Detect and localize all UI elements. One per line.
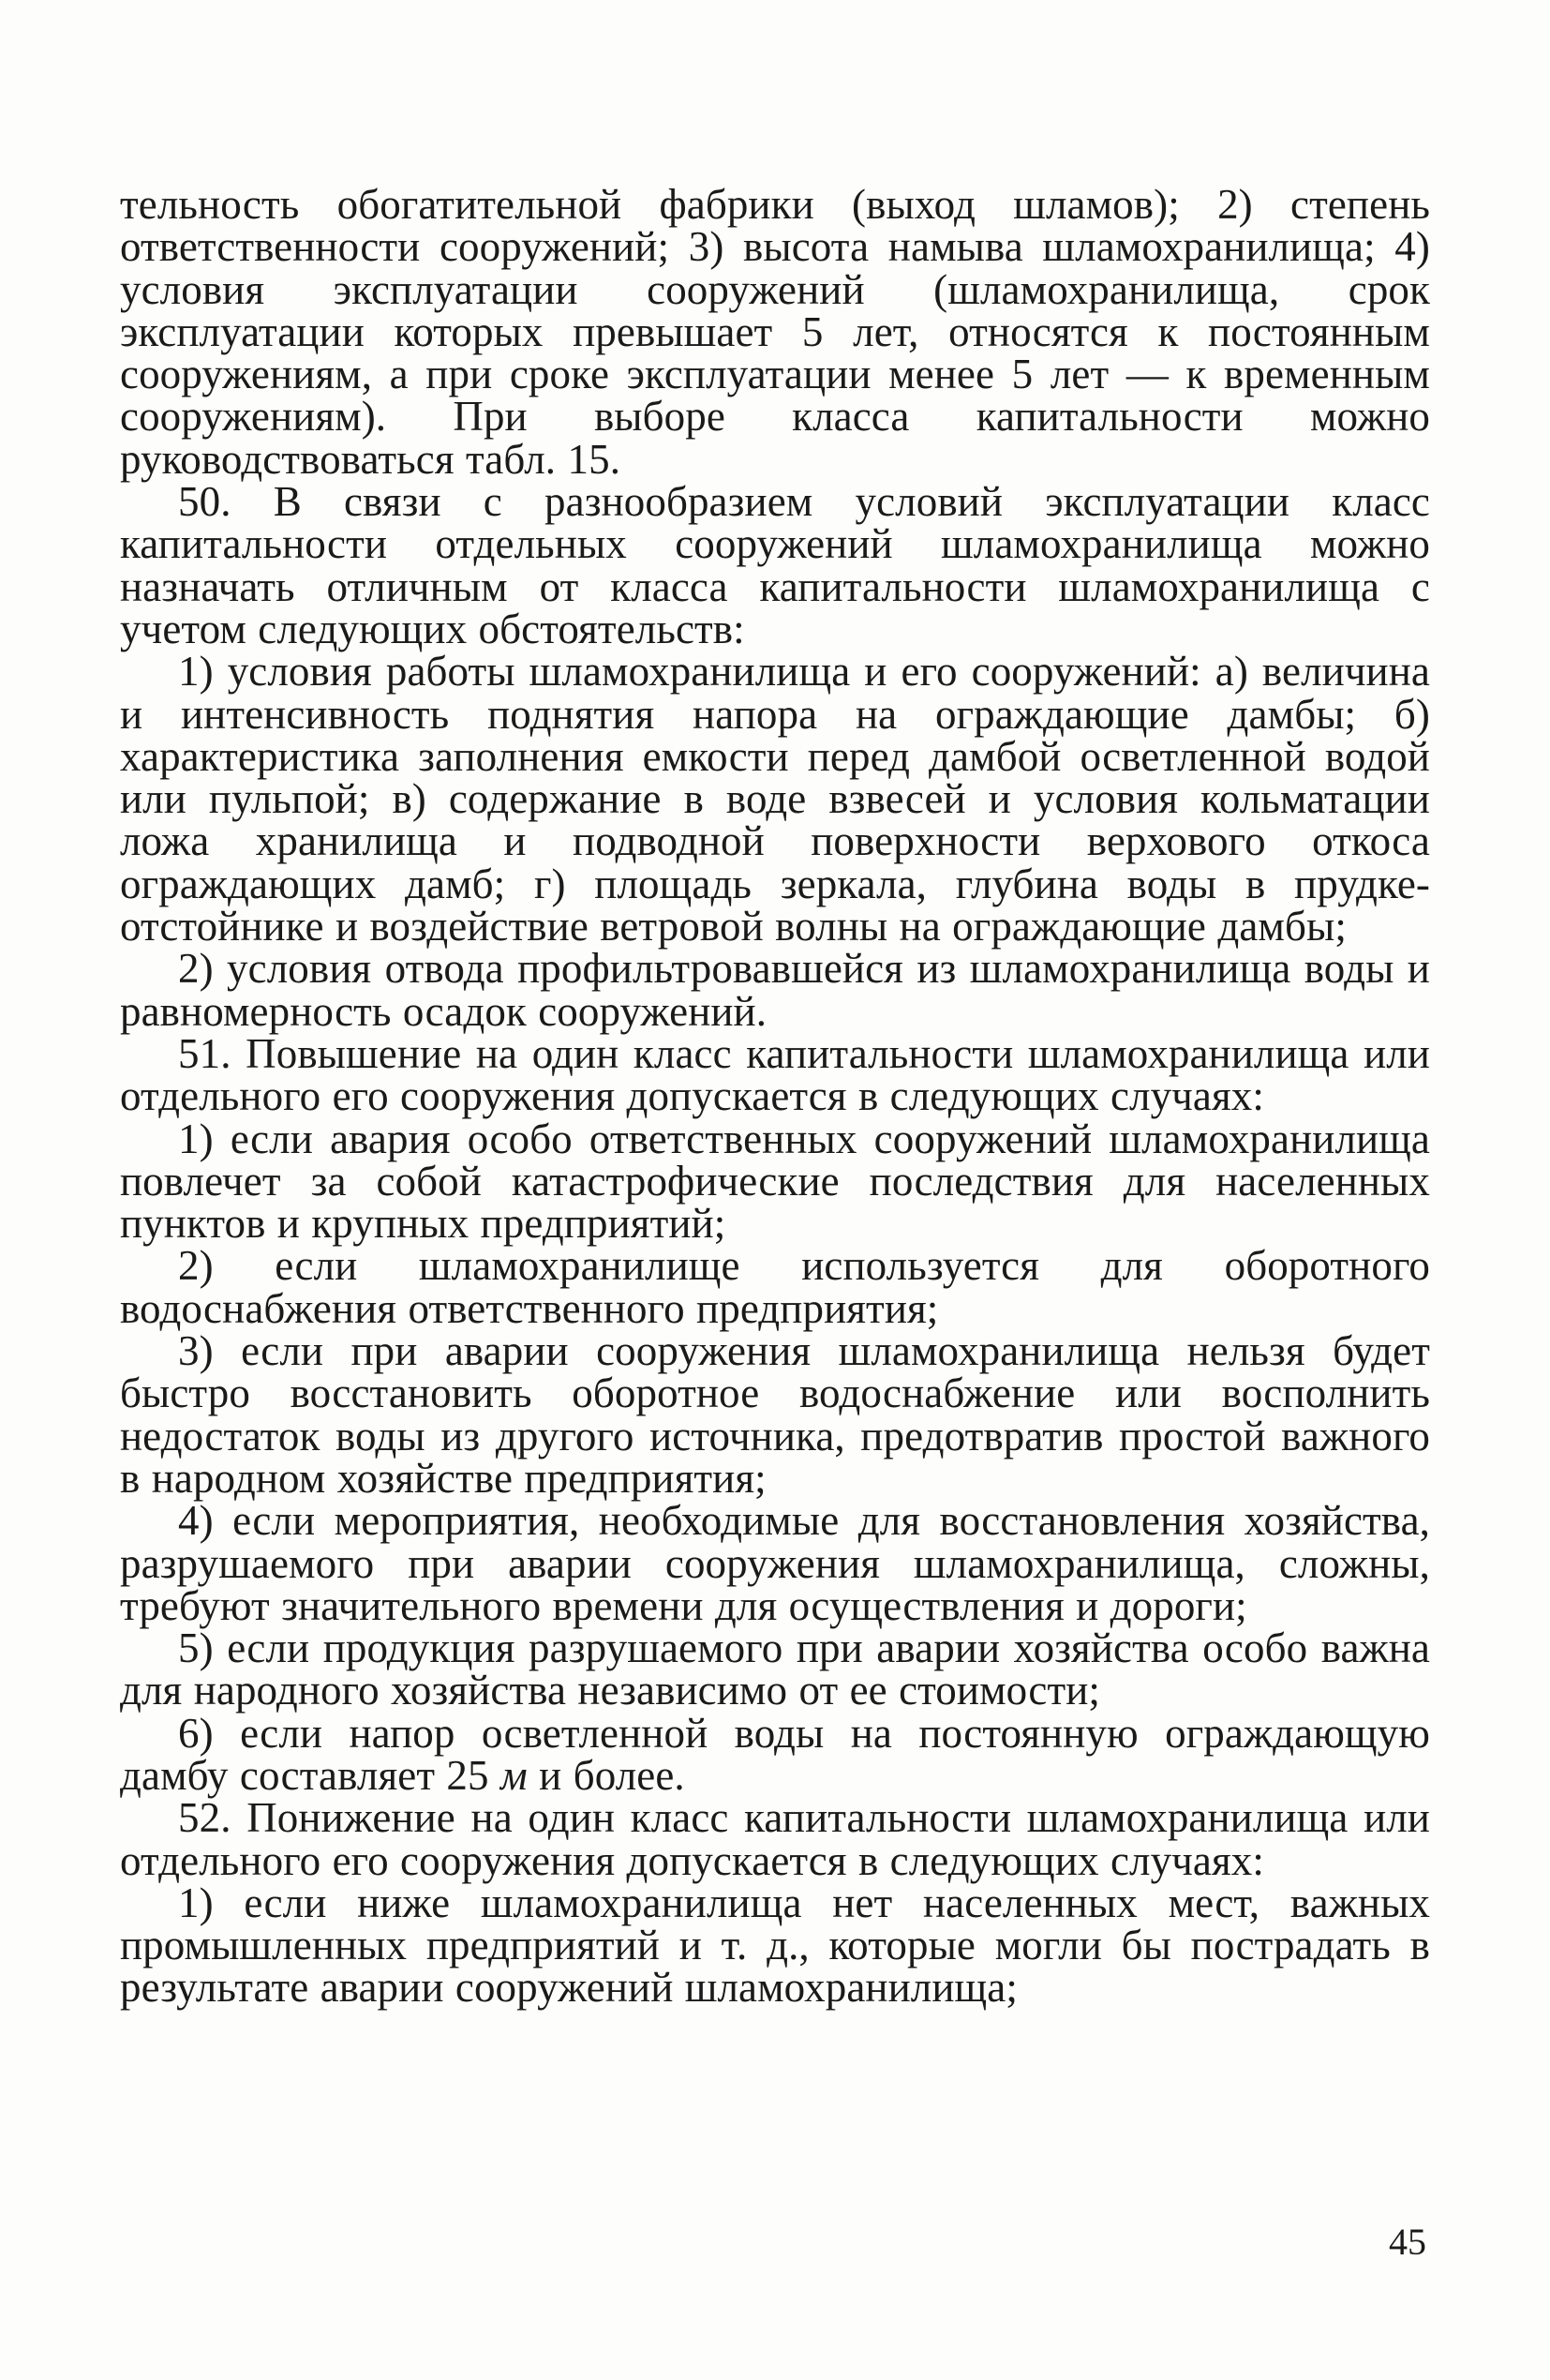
paragraph-50-item-2: 2) условия отвода профильтровавшейся из шламохранилища воды и равномерность осадок сооружений.	[120, 945, 1430, 1035]
paragraph-51: 51. Повышение на один класс капитальности шламохранилища или отдельного его сооружения допускается в следующих случаях:	[120, 1029, 1430, 1120]
paragraph-51-item-6	[120, 1709, 1430, 1799]
paragraph-51-item-2: 2) если шламохранилище используется для оборотного водоснабжения ответственного предприятия;	[120, 1242, 1430, 1332]
paragraph-52-item-1: 1) если ниже шламохранилища нет населенных мест, важных промышленных предприятий и т. д., которые могли бы пострадать в результате аварии сооружений шламохранилища;	[120, 1879, 1430, 2012]
paragraph-51-item-6-text-before: 6) если напор осветленной воды на постоянную ограждающую дамбу составляет 25	[120, 1709, 1430, 1799]
paragraph-52: 52. Понижение на один класс капитальности шламохранилища или отдельного его сооружения допускается в следующих случаях:	[120, 1794, 1430, 1884]
unit-meters: м	[499, 1751, 528, 1799]
paragraph-50-item-1: 1) условия работы шламохранилища и его сооружений: а) величина и интенсивность поднятия напора на ограждающие дамбы; б) характеристика заполнения емкости перед дамбой осветленной водой или пульпой; в) содержание в воде взвесей и условия кольматации ложа хранилища и подводной поверхности верхового откоса ограждающих дамб; г) площадь зеркала, глубина воды в прудке-отстойнике и воздействие ветровой волны на ограждающие дамбы;	[120, 648, 1430, 951]
paragraph-51-item-5: 5) если продукция разрушаемого при аварии хозяйства особо важна для народного хозяйства независимо от ее стоимости;	[120, 1624, 1430, 1714]
paragraph-51-item-1: 1) если авария особо ответственных сооружений шламохранилища повлечет за собой катастрофические последствия для населенных пунктов и крупных предприятий;	[120, 1115, 1430, 1248]
paragraph-51-item-3: 3) если при аварии сооружения шламохранилища нельзя будет быстро восстановить оборотное водоснабжение или восполнить недостаток воды из другого источника, предотвратив простой важного в народном хозяйстве предприятия;	[120, 1327, 1430, 1502]
paragraph-51-item-4: 4) если мероприятия, необходимые для восстановления хозяйства, разрушаемого при аварии сооружения шламохранилища, сложны, требуют значительного времени для осуществления и дороги;	[120, 1497, 1430, 1629]
paragraph-50: 50. В связи с разнообразием условий эксплуатации класс капитальности отдельных сооружений шламохранилища можно назначать отличным от класса капитальности шламохранилища с учетом следующих обстоятельств:	[120, 478, 1430, 652]
paragraph-continued: тельность обогатительной фабрики (выход шламов); 2) степень ответственности сооружений; 3) высота намыва шламохранилища; 4) условия эксплуатации сооружений (шламохранилища, срок эксплуатации которых превышает 5 лет, относятся к постоянным сооружениям, а при сроке эксплуатации менее 5 лет — к временным сооружениям). При выборе класса капитальности можно руководствоваться табл. 15.	[120, 181, 1430, 483]
body-text	[120, 181, 1430, 2012]
page-number: 45	[1389, 2221, 1426, 2263]
paragraph-51-item-6-text-after: и более.	[527, 1751, 685, 1799]
